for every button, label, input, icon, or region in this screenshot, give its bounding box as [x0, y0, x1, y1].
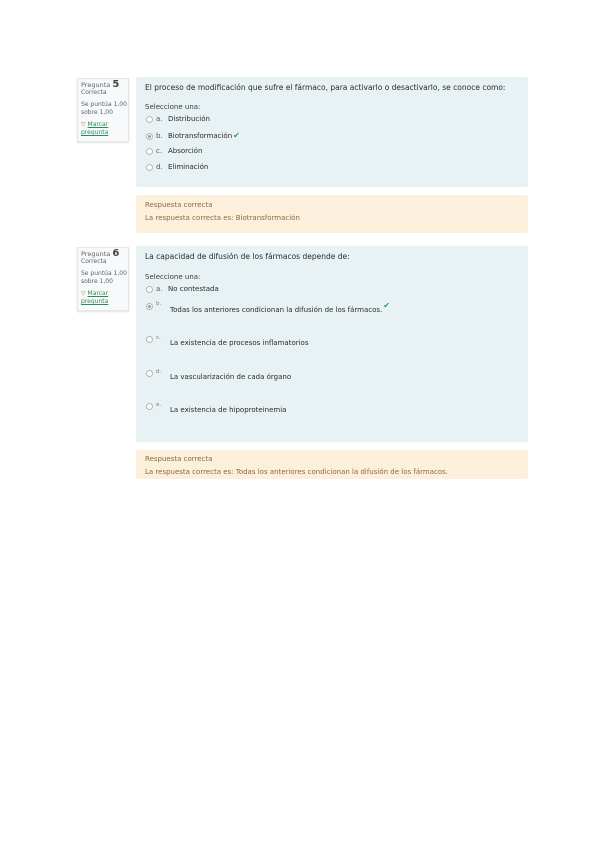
option-text: Absorción — [168, 147, 203, 155]
option-text: Biotransformación — [168, 132, 233, 140]
question-label: Pregunta — [81, 250, 111, 258]
answer-option-c[interactable] — [146, 335, 309, 347]
question-text: El proceso de modificación que sufre el fármaco, para activarlo o desactivarlo, se conoce como: — [145, 83, 506, 92]
answer-option-a[interactable] — [146, 115, 210, 123]
option-text: No contestada — [168, 285, 219, 293]
option-letter: d. — [156, 369, 162, 375]
question-number-value: 6 — [112, 248, 120, 259]
question-content-6 — [136, 246, 528, 442]
flag-icon: ▽ — [81, 121, 86, 128]
question-grade: Se puntúa 1,00 sobre 1,00 — [81, 101, 127, 116]
option-text: La existencia de procesos inflamatorios — [170, 339, 309, 347]
question-number — [81, 250, 128, 258]
answer-option-a[interactable] — [146, 285, 219, 293]
option-letter: c. — [156, 335, 161, 341]
option-letter: a. — [156, 285, 163, 293]
question-content-5 — [136, 77, 528, 187]
option-text: La vascularización de cada órgano — [170, 373, 292, 381]
radio-button[interactable] — [146, 370, 153, 377]
answer-option-b[interactable] — [146, 301, 390, 314]
question-number — [81, 81, 128, 89]
question-number-value: 5 — [112, 79, 120, 90]
option-letter: b. — [156, 132, 163, 140]
feedback-title: Respuesta correcta — [145, 455, 213, 463]
question-state: Correcta — [81, 258, 107, 265]
feedback-text: La respuesta correcta es: Biotransformación — [145, 214, 300, 222]
question-info-6 — [77, 247, 129, 311]
option-text: La existencia de hipoproteinemia — [170, 406, 287, 414]
answer-option-d[interactable] — [146, 163, 208, 171]
flag-question-label[interactable]: Marcar pregunta — [81, 121, 109, 136]
option-letter: a. — [156, 115, 163, 123]
option-text: Eliminación — [168, 163, 209, 171]
flag-question-label[interactable]: Marcar pregunta — [81, 290, 109, 305]
option-text: Todas los anteriores condicionan la difusión de los fármacos. — [170, 306, 383, 314]
option-text: Distribución — [168, 115, 210, 123]
flag-question-link[interactable] — [81, 121, 128, 137]
feedback-5 — [136, 195, 528, 233]
radio-button[interactable] — [146, 286, 153, 293]
flag-icon: ▽ — [81, 290, 86, 297]
question-grade: Se puntúa 1,00 sobre 1,00 — [81, 270, 127, 285]
option-letter: d. — [156, 163, 163, 171]
question-state: Correcta — [81, 89, 107, 96]
radio-button-selected[interactable] — [146, 303, 153, 310]
radio-button[interactable] — [146, 336, 153, 343]
question-text: La capacidad de difusión de los fármacos depende de: — [145, 252, 350, 261]
radio-button-selected[interactable] — [146, 133, 153, 140]
radio-button[interactable] — [146, 164, 153, 171]
select-prompt: Seleccione una: — [145, 103, 201, 111]
feedback-text: La respuesta correcta es: Todas los anteriores condicionan la difusión de los fármacos. — [145, 468, 449, 476]
question-info-5 — [77, 78, 129, 142]
feedback-6 — [136, 450, 528, 479]
answer-option-c[interactable] — [146, 147, 202, 155]
answer-option-e[interactable] — [146, 402, 287, 414]
feedback-title: Respuesta correcta — [145, 201, 213, 209]
radio-button[interactable] — [146, 403, 153, 410]
radio-button[interactable] — [146, 148, 153, 155]
question-label: Pregunta — [81, 81, 111, 89]
flag-question-link[interactable] — [81, 290, 128, 306]
answer-option-b[interactable] — [146, 131, 240, 140]
option-letter: b. — [156, 301, 162, 307]
option-letter: e. — [156, 402, 162, 408]
option-letter: c. — [156, 147, 163, 155]
answer-option-d[interactable] — [146, 369, 292, 381]
checkmark-icon: ✔ — [233, 131, 240, 140]
checkmark-icon: ✔ — [383, 301, 390, 310]
select-prompt: Seleccione una: — [145, 273, 201, 281]
radio-button[interactable] — [146, 116, 153, 123]
